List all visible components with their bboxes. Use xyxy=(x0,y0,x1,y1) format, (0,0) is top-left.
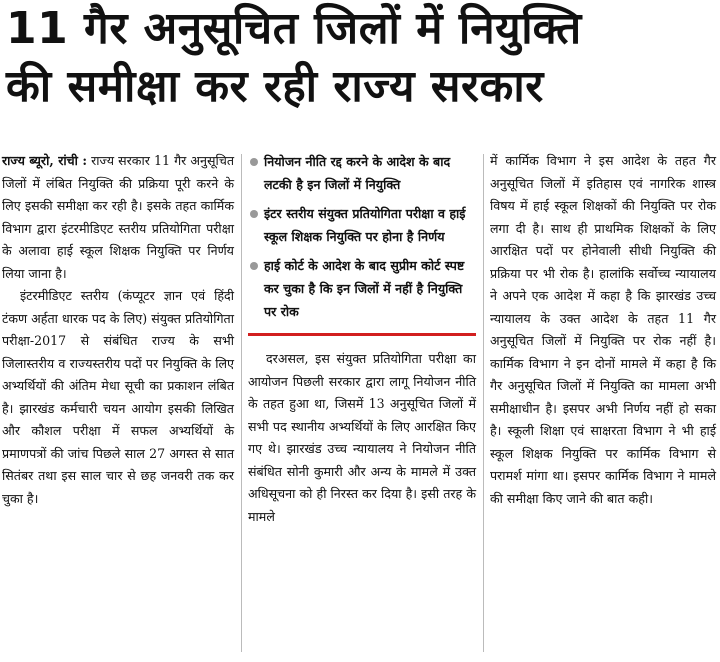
bullet-icon xyxy=(250,262,258,270)
column-1-para-1 xyxy=(2,150,234,285)
highlight-item xyxy=(248,150,476,196)
headline-line-2: की समीक्षा कर रही राज्य सरकार xyxy=(6,61,544,112)
bullet-icon xyxy=(250,158,258,166)
highlight-text: हाई कोर्ट के आदेश के बाद सुप्रीम कोर्ट स्पष्ट कर चुका है कि इन जिलों में नहीं है नियुक्ति पर रोक xyxy=(264,258,465,319)
column-2-para: दरअसल, इस संयुक्त प्रतियोगिता परीक्षा का आयोजन पिछली सरकार द्वारा लागू नियोजन नीति के तहत हुआ था, जिसमें 13 अनुसूचित जिलों में सभी पद स्थानीय अभ्यर्थियों के लिए आरक्षित किए गए थे। झारखंड उच्च न्यायालय ने नियोजन नीति संबंधित सोनी कुमारी और अन्य के मामले में उक्त अधिसूचना को ही निरस्त कर दिया है। इसी तरह के मामले xyxy=(248,351,476,524)
article-columns xyxy=(2,150,718,656)
highlight-item xyxy=(248,254,476,323)
column-1-para-2: इंटरमीडिएट स्तरीय (कंप्यूटर ज्ञान एवं हिंदी टंकण अर्हता धारक पद के लिए) संयुक्त प्रतियोगिता परीक्षा-2017 से संबंधित राज्य के सभी जिलास्तरीय व राज्यस्तरीय पदों पर नियुक्ति के लिए अभ्यर्थियों की अंतिम मेधा सूची का प्रकाशन लंबित है। झारखंड कर्मचारी चयन आयोग इसकी लिखित और कौशल परीक्षा में सफल अभ्यर्थियों के प्रमाणपत्रों की जांच पिछले साल 27 अगस्त से सात सितंबर तथा इस साल चार से छह जनवरी तक कर चुका है। xyxy=(2,288,234,506)
byline: राज्य ब्यूरो, रांची : xyxy=(2,153,87,168)
bullet-icon xyxy=(250,210,258,218)
column-2 xyxy=(248,150,476,528)
column-1 xyxy=(2,150,234,510)
red-rule-divider xyxy=(248,333,476,336)
column-divider xyxy=(241,154,242,652)
headline xyxy=(6,0,714,116)
column-2-body xyxy=(248,348,476,528)
headline-line-1: 11 गैर अनुसूचित जिलों में नियुक्ति xyxy=(6,3,582,54)
highlight-item xyxy=(248,202,476,248)
column-1-para-1-text: राज्य सरकार 11 गैर अनुसूचित जिलों में लंबित नियुक्ति की प्रक्रिया पूरी करने के लिए इसकी समीक्षा कर रही है। इसके तहत कार्मिक विभाग द्वारा इंटरमीडिएट स्तरीय प्रतियोगिता परीक्षा के अलावा हाई स्कूल शिक्षक नियुक्ति पर निर्णय लिया जाना है। xyxy=(2,153,234,281)
column-divider xyxy=(483,154,484,652)
highlight-text: नियोजन नीति रद्द करने के आदेश के बाद लटकी है इन जिलों में नियुक्ति xyxy=(264,154,451,192)
column-3-para: में कार्मिक विभाग ने इस आदेश के तहत गैर अनुसूचित जिलों में इतिहास एवं नागरिक शास्त्र विषय में हाई स्कूल शिक्षकों की नियुक्ति पर रोक लगा दी है। साथ ही प्राथमिक शिक्षकों के लिए आरक्षित पदों पर होनेवाली सीधी नियुक्ति की प्रक्रिया पर भी रोक है। हालांकि सर्वोच्च न्यायालय ने अपने एक आदेश में कहा है कि झारखंड उच्च न्यायालय के उक्त आदेश के तहत 11 गैर अनुसूचित जिलों में नियुक्ति पर रोक नहीं है। कार्मिक विभाग ने इन दोनों मामले में कहा है कि गैर अनुसूचित जिलों में नियुक्ति का मामला अभी समीक्षाधीन है। इसपर अभी निर्णय नहीं हो सका है। स्कूली शिक्षा एवं साक्षरता विभाग ने भी हाई स्कूल शिक्षक नियुक्ति पर कार्मिक विभाग से परामर्श मांगा था। इसपर कार्मिक विभाग ने मामले की समीक्षा किए जाने की बात कही। xyxy=(490,153,716,506)
highlight-text: इंटर स्तरीय संयुक्त प्रतियोगिता परीक्षा व हाई स्कूल शिक्षक नियुक्ति पर होना है निर्णय xyxy=(264,206,466,244)
column-3 xyxy=(490,150,716,510)
highlights-box xyxy=(248,150,476,323)
